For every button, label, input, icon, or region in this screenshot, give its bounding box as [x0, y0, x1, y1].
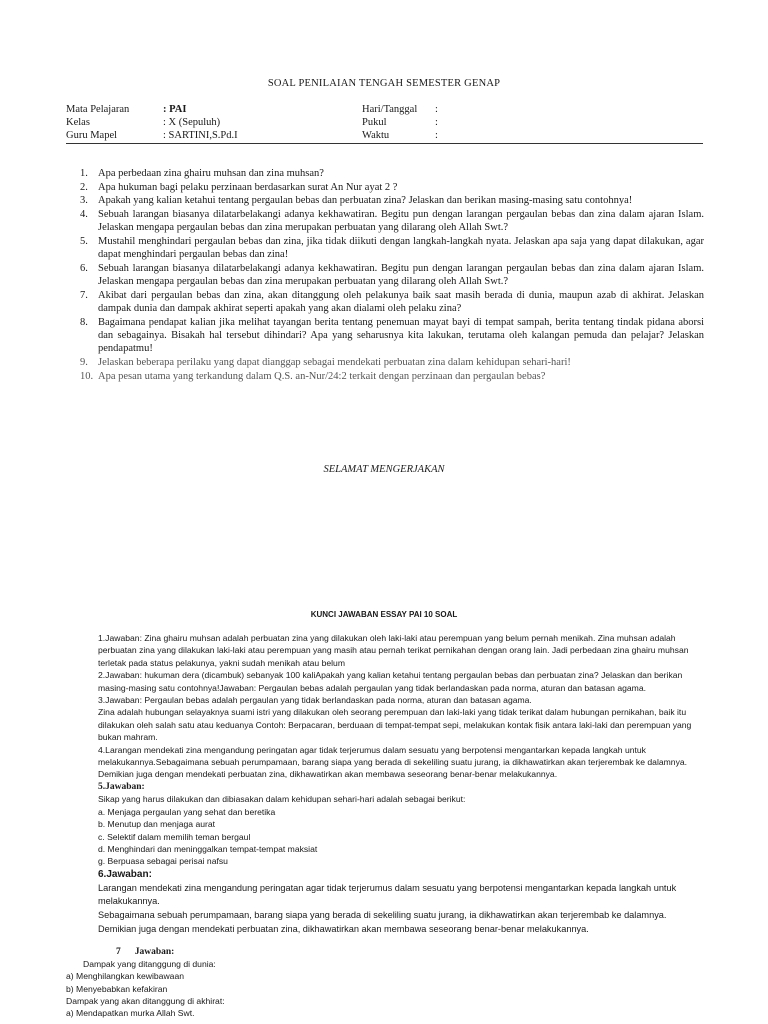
answer-7-block: [66, 946, 706, 1019]
question-text: Apa pesan utama yang terkandung dalam Q.S. an-Nur/24:2 terkait dengan perzinaan dan pergaulan bebas?: [98, 370, 546, 382]
info-row-teacher: [66, 129, 702, 142]
answer-5-intro: Sikap yang harus dilakukan dan dibiasakan dalam kehidupan sehari-hari adalah sebagai berikut:: [98, 794, 466, 805]
answer-6-paragraph-2: Sebagaimana sebuah perumpamaan, barang siapa yang berada di sekeliling suatu jurang, ia dikhawatirkan akan terjerembab ke dalamnya. Demikian juga dengan mendekati perbuatan zina, dikhawatirkan akan membawa seseorang benar-benar melakukannya.: [98, 909, 667, 934]
day-value: :: [435, 104, 438, 115]
question-item: [80, 356, 704, 369]
question-number: 5.: [80, 236, 88, 248]
answer-7-world-heading: Dampak yang ditanggung di dunia:: [83, 959, 216, 970]
question-number: 10.: [80, 370, 94, 382]
question-text: Jelaskan beberapa perilaku yang dapat dianggap sebagai mendekati perbuatan zina dalam kehidupan sehari-hari!: [98, 356, 571, 368]
answer-5-item: a. Menjaga pergaulan yang sehat dan beretika: [98, 806, 276, 817]
question-number: 6.: [80, 262, 88, 274]
closing-message: SELAMAT MENGERJAKAN: [323, 464, 445, 475]
question-text: Sebuah larangan biasanya dilatarbelakangi adanya kekhawatiran. Begitu pun dengan larangan pergaulan bebas dan zina dalam ajaran Islam. Jelaskan mengapa pergaulan bebas dan zina merupakan perbuatan yang dilarang oleh Allah Swt.?: [98, 262, 704, 288]
question-item: [80, 181, 704, 194]
info-row-subject: [66, 103, 702, 116]
answer-key-title: KUNCI JAWABAN ESSAY PAI 10 SOAL: [310, 610, 458, 619]
answer-7-world-item: b) Menyebabkan kefakiran: [66, 983, 168, 994]
answer-6-paragraph-1: Larangan mendekati zina mengandung peringatan agar tidak terjerumus dalam sesuatu yang berpotensi mengantarkan kepada langkah untuk melakukannya.: [98, 882, 677, 907]
answer-3-detail: Zina adalah hubungan selayaknya suami istri yang dilakukan oleh seorang perempuan dan laki-laki yang tidak terikat dalam hubungan pernikahan, baik itu dilakukan oleh salah satu atau keduanya Contoh: Berpacaran, berduaan di tempat-tempat sepi, melakukan kontak fisik antara laki-laki dan perempuan yang bukan mahram.: [98, 707, 692, 743]
question-number: 3.: [80, 195, 88, 207]
question-number: 9.: [80, 356, 88, 368]
answer-6-heading: 6.Jawaban:: [98, 868, 152, 880]
question-number: 7.: [80, 289, 88, 301]
question-list: [80, 167, 704, 383]
answer-5-item: b. Menutup dan menjaga aurat: [98, 819, 216, 830]
subject-label: Mata Pelajaran: [66, 104, 130, 115]
question-number: 4.: [80, 209, 88, 221]
answer-5-item: d. Menghindari dan meninggalkan tempat-tempat maksiat: [98, 843, 318, 854]
class-value: : X (Sepuluh): [163, 117, 221, 128]
subject-value: : PAI: [163, 104, 187, 115]
info-row-class: [66, 116, 702, 129]
question-text: Bagaimana pendapat kalian jika melihat tayangan berita tentang penemuan mayat bayi di tempat sampah, berita tentang tindak pidana aborsi dan sebagainya. Bisakah hal tersebut dihindari? Apa yang seharusnya kita lakukan, terutama oleh kalangan pemuda dan pelajar? Jelaskan pendapatmu!: [98, 316, 704, 355]
hour-label: Pukul: [362, 117, 387, 128]
answer-5-item: g. Berpuasa sebagai perisai nafsu: [98, 856, 228, 867]
question-item: [80, 262, 704, 288]
answer-5-heading: 5.Jawaban:: [98, 781, 145, 792]
answer-7-label: Jawaban:: [134, 947, 175, 957]
document-title: SOAL PENILAIAN TENGAH SEMESTER GENAP: [267, 78, 501, 89]
question-number: 8.: [80, 316, 88, 328]
answer-7-world-item: a) Menghilangkan kewibawaan: [66, 971, 185, 982]
class-label: Kelas: [66, 117, 90, 128]
question-number: 2.: [80, 181, 88, 193]
question-text: Apakah yang kalian ketahui tentang pergaulan bebas dan perbuatan zina? Jelaskan dan berikan masing-masing satu contohnya!: [98, 195, 633, 207]
exam-info-block: [66, 103, 702, 142]
answer-2: 2.Jawaban: hukuman dera (dicambuk) sebanyak 100 kaliApakah yang kalian ketahui tentang pergaulan bebas dan perbuatan zina? Jelaskan dan berikan masing-masing satu contohnya!Jawaban: Pergaulan bebas adalah pergaulan yang tidak berlandaskan pada norma, aturan dan batasan agama.: [98, 670, 683, 693]
time-label: Waktu: [362, 130, 390, 141]
answer-7-heading: [66, 946, 706, 958]
question-text: Apa perbedaan zina ghairu muhsan dan zina muhsan?: [98, 168, 324, 179]
question-item: [80, 370, 704, 383]
answer-7-afterlife-heading: Dampak yang akan ditanggung di akhirat:: [66, 995, 225, 1006]
answer-5-item: c. Selektif dalam memilih teman bergaul: [98, 831, 251, 842]
time-value: :: [435, 130, 438, 141]
hour-value: :: [435, 117, 438, 128]
teacher-value: : SARTINI,S.Pd.I: [163, 130, 238, 141]
question-item: [80, 194, 704, 207]
question-text: Sebuah larangan biasanya dilatarbelakangi adanya kekhawatiran. Begitu pun dengan larangan pergaulan bebas dan zina dalam ajaran Islam. Jelaskan mengapa pergaulan bebas dan zina merupakan perbuatan yang dilarang oleh Allah Swt.?: [98, 209, 704, 234]
question-item: [80, 235, 704, 261]
header-divider: [66, 143, 703, 144]
answer-7-number: 7: [116, 947, 121, 957]
answer-1: 1.Jawaban: Zina ghairu muhsan adalah perbuatan zina yang dilakukan oleh laki-laki atau perempuan yang belum pernah menikah. Zina muhsan adalah perbuatan zina yang dilakukan laki-laki atau perempuan yang masih atau pernah terikat pernikahan dengan orang lain. Jadi perbedaan zina ghairu muhsan terletak pada status pelakunya, yakni sudah menikah atau belum: [98, 633, 689, 668]
question-number: 1.: [80, 168, 88, 179]
question-text: Mustahil menghindari pergaulan bebas dan zina, jika tidak diikuti dengan langkah-langkah nyata. Jelaskan apa saja yang dapat dilakukan, agar dapat menghindari pergaulan bebas dan zina!: [98, 236, 704, 261]
question-text: Akibat dari pergaulan bebas dan zina, akan ditanggung oleh pelakunya baik saat masih berada di dunia, maupun azab di akhirat. Jelaskan dampak dunia dan dampak akhirat seperti apakah yang akan dialami oleh pelaku zina?: [98, 289, 704, 315]
question-item: [80, 208, 704, 234]
question-item: [80, 167, 704, 180]
question-item: [80, 316, 704, 356]
question-item: [80, 289, 704, 315]
question-text: Apa hukuman bagi pelaku perzinaan berdasarkan surat An Nur ayat 2 ?: [98, 181, 398, 193]
teacher-label: Guru Mapel: [66, 130, 118, 141]
answer-7-afterlife-item: a) Mendapatkan murka Allah Swt.: [66, 1008, 195, 1019]
answer-key-body: [98, 632, 702, 936]
answer-4: 4.Larangan mendekati zina mengandung peringatan agar tidak terjerumus dalam sesuatu yang berpotensi mengantarkan kepada langkah untuk melakukannya.Sebagaimana sebuah perumpamaan, barang siapa yang berada di sekeliling suatu jurang, ia dikhawatirkan akan terjerembak ke dalamnya. Demikian juga dengan mendekati perbuatan zina, dikhawatirkan akan membawa seseorang benar-benar melakukannya.: [98, 744, 688, 780]
day-label: Hari/Tanggal: [362, 104, 418, 115]
answer-3: 3.Jawaban: Pergaulan bebas adalah pergaulan yang tidak berlandaskan pada norma, aturan dan batasan agama.: [98, 695, 532, 706]
